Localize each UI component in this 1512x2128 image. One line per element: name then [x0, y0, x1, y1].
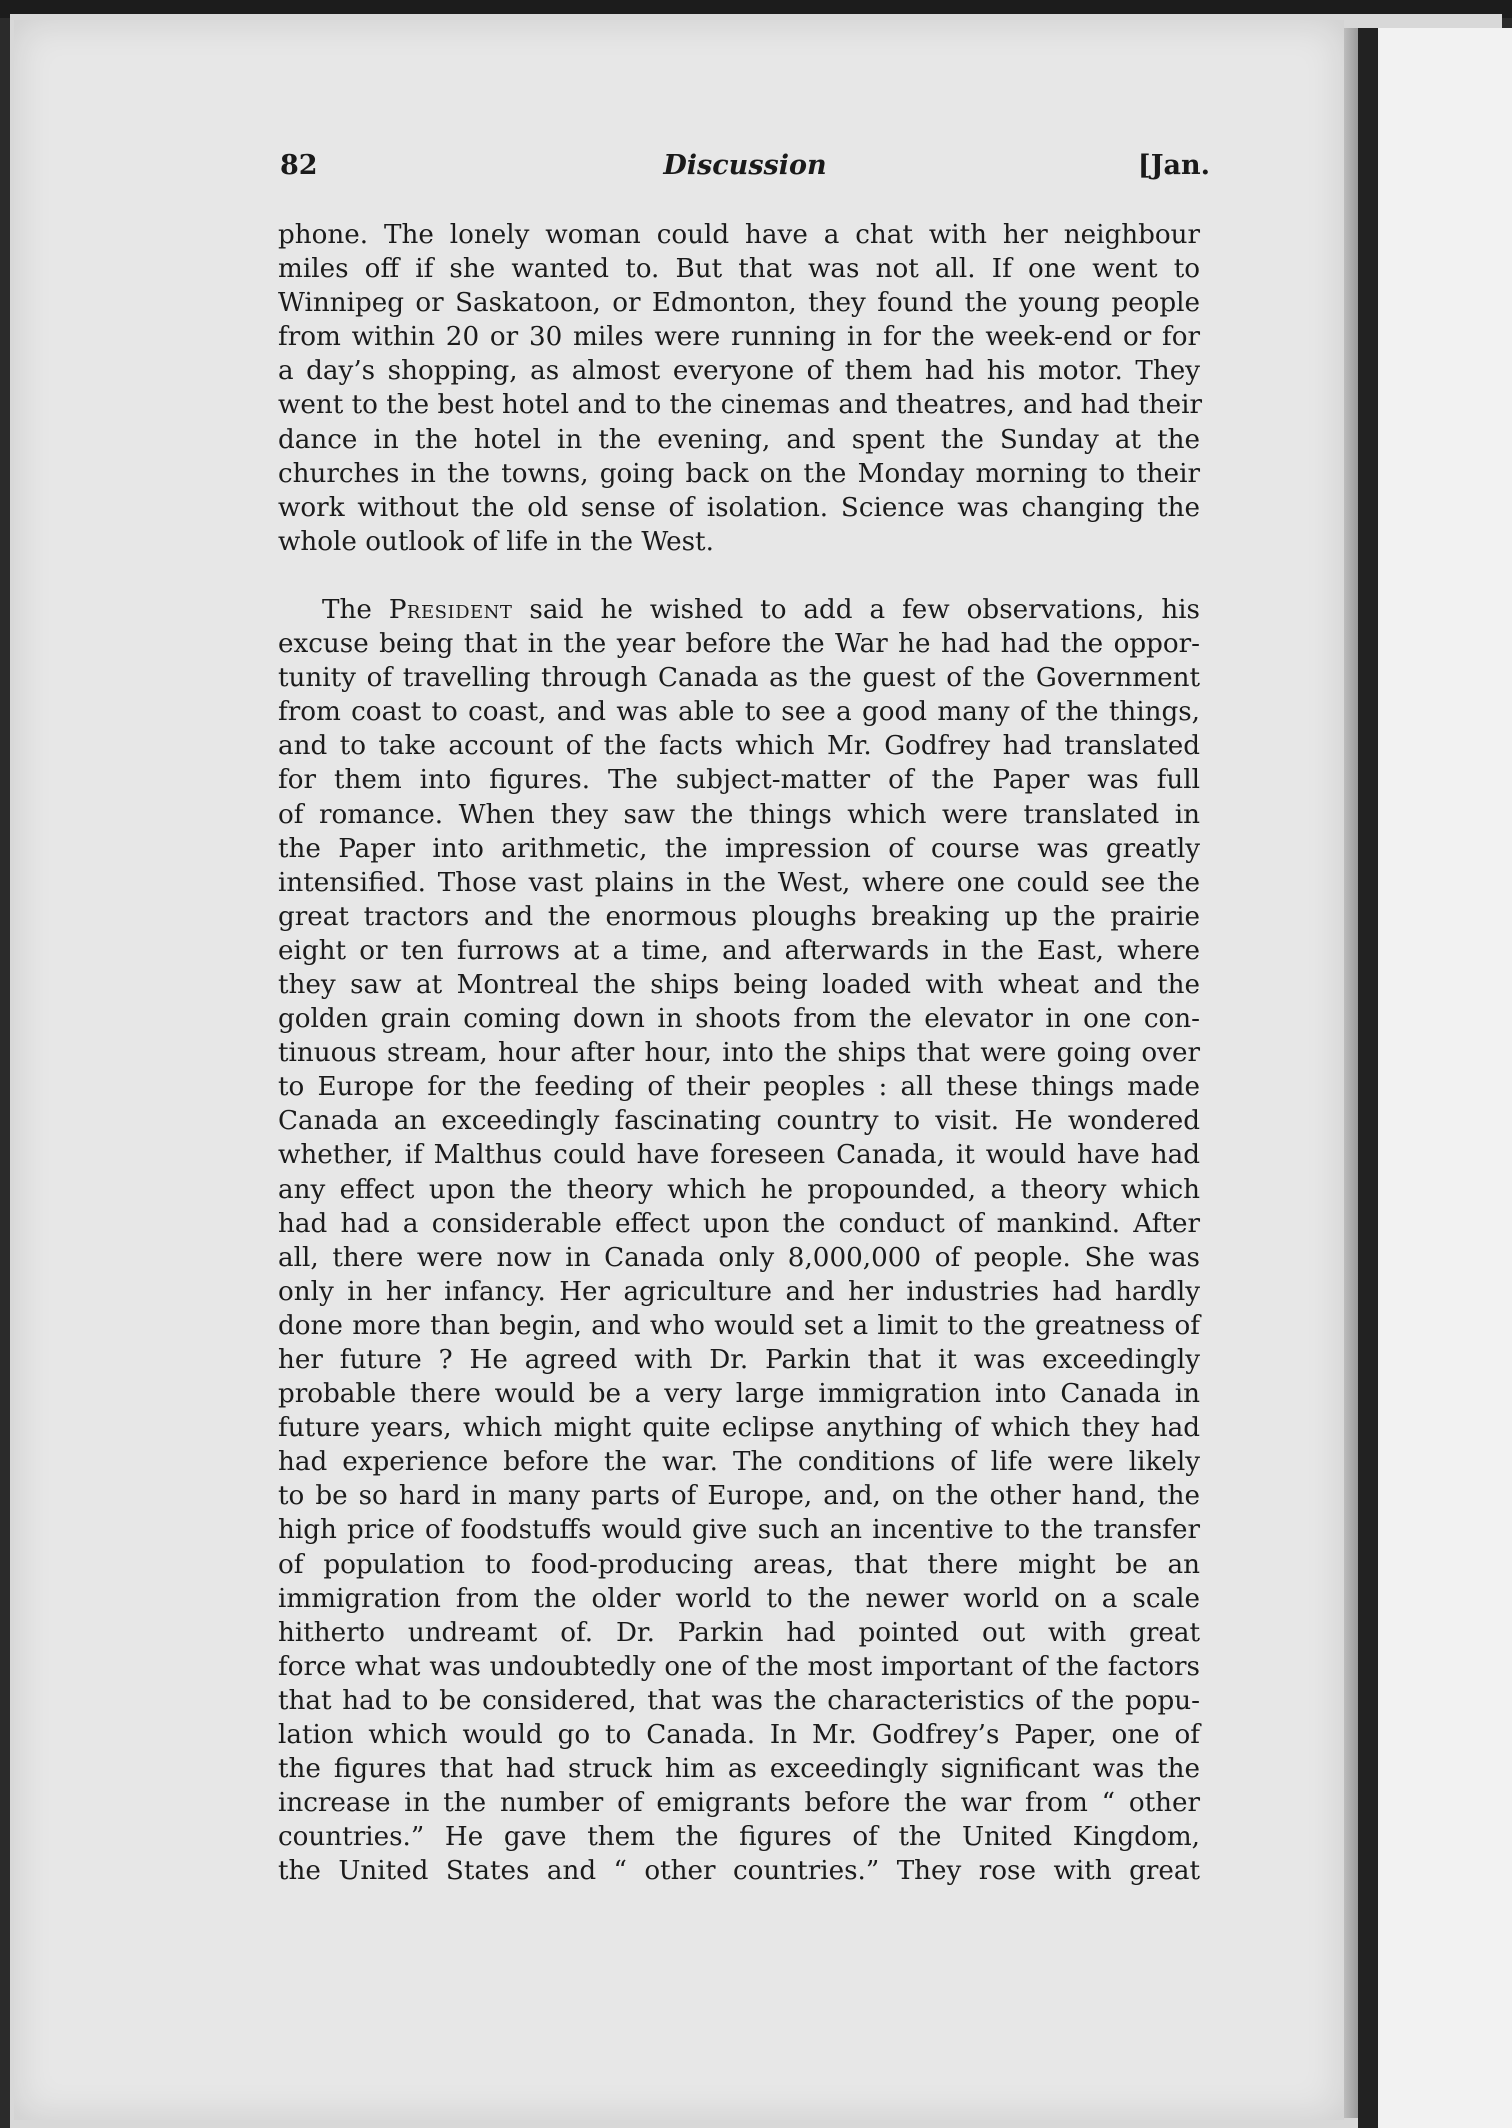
text-line: increase in the number of emigrants before the war from “ other [278, 1788, 1200, 1819]
text-line: of population to food-producing areas, that there might be an [278, 1549, 1200, 1580]
text-line: great tractors and the enormous ploughs breaking up the prairie [278, 901, 1200, 932]
text-line: force what was undoubtedly one of the most important of the factors [278, 1651, 1200, 1682]
text-line: phone. The lonely woman could have a chat with her neighbour [278, 220, 1200, 250]
text-line: that had to be considered, that was the characteristics of the popu- [278, 1685, 1200, 1716]
text-line: to be so hard in many parts of Europe, and, on the other hand, the [278, 1481, 1200, 1512]
text-line: of romance. When they saw the things which were translated in [278, 799, 1200, 830]
text-line: whether, if Malthus could have foreseen Canada, it would have had [278, 1140, 1200, 1171]
text-line: her future ? He agreed with Dr. Parkin that it was exceedingly [278, 1345, 1200, 1375]
body-text [278, 218, 1200, 1889]
page-edge-shadow [1344, 28, 1358, 2118]
text-line: eight or ten furrows at a time, and afterwards in the East, where [278, 935, 1200, 966]
text-line: done more than begin, and who would set a limit to the greatness of [278, 1310, 1200, 1341]
text-line: had experience before the war. The conditions of life were likely [278, 1447, 1200, 1478]
text-line: dance in the hotel in the evening, and spent the Sunday at the [278, 424, 1200, 455]
facing-page-edge [1378, 28, 1512, 2128]
text-line: the figures that had struck him as exceedingly significant was the [278, 1754, 1200, 1785]
text-line: whole outlook of life in the West. [278, 526, 714, 557]
text-line: excuse being that in the year before the War he had had the oppor- [278, 629, 1200, 660]
text-line: intensified. Those vast plains in the West, where one could see the [278, 867, 1200, 898]
paragraph-1 [278, 218, 1200, 559]
text-line: work without the old sense of isolation. Science was changing the [278, 492, 1200, 523]
text-fragment: The [322, 594, 372, 625]
text-line: from coast to coast, and was able to see a good many of the things, [278, 697, 1200, 728]
text-line: had had a considerable effect upon the conduct of mankind. After [278, 1208, 1200, 1239]
text-line: the United States and “ other countries.” They rose with great [278, 1856, 1200, 1887]
text-line: immigration from the older world to the newer world on a scale [278, 1583, 1200, 1614]
text-line-first [278, 593, 1200, 627]
speaker-name: President [388, 594, 513, 625]
text-line: tinuous stream, hour after hour, into the ships that were going over [278, 1038, 1200, 1069]
text-line: from within 20 or 30 miles were running in for the week-end or for [278, 322, 1200, 353]
text-line: tunity of travelling through Canada as the guest of the Government [278, 663, 1200, 694]
page-header [280, 150, 1210, 190]
page-number: 82 [280, 150, 318, 181]
paragraph-2 [278, 593, 1200, 1889]
text-line: for them into figures. The subject-matter of the Paper was full [278, 765, 1200, 796]
text-line: they saw at Montreal the ships being loaded with wheat and the [278, 969, 1200, 1000]
text-line: went to the best hotel and to the cinemas and theatres, and had their [278, 390, 1202, 421]
text-fragment: said he wished to add a few observations, his [529, 594, 1200, 625]
text-line: Winnipeg or Saskatoon, or Edmonton, they found the young people [278, 288, 1200, 319]
text-line: any effect upon the theory which he propounded, a theory which [278, 1174, 1200, 1205]
text-line: high price of foodstuffs would give such an incentive to the transfer [278, 1515, 1200, 1546]
text-line: lation which would go to Canada. In Mr. Godfrey’s Paper, one of [278, 1720, 1200, 1751]
text-line: only in her infancy. Her agriculture and her industries had hardly [278, 1276, 1200, 1307]
text-line: a day’s shopping, as almost everyone of them had his motor. They [278, 356, 1200, 387]
text-line: probable there would be a very large immigration into Canada in [278, 1379, 1200, 1410]
text-line: churches in the towns, going back on the Monday morning to their [278, 458, 1200, 489]
text-line: to Europe for the feeding of their peoples : all these things made [278, 1072, 1200, 1103]
running-title: Discussion [663, 150, 827, 181]
text-line: hitherto undreamt of. Dr. Parkin had pointed out with great [278, 1617, 1200, 1648]
text-line: Canada an exceedingly fascinating country to visit. He wondered [278, 1106, 1200, 1137]
text-line: countries.” He gave them the figures of the United Kingdom, [278, 1822, 1200, 1853]
text-line: golden grain coming down in shoots from the elevator in one con- [278, 1004, 1200, 1035]
text-line: and to take account of the facts which Mr. Godfrey had translated [278, 731, 1200, 762]
text-line: all, there were now in Canada only 8,000,000 of people. She was [278, 1242, 1200, 1273]
text-line: the Paper into arithmetic, the impression of course was greatly [278, 833, 1200, 864]
running-date: [Jan. [1137, 150, 1210, 181]
text-line: miles off if she wanted to. But that was not all. If one went to [278, 254, 1200, 285]
text-line: future years, which might quite eclipse anything of which they had [278, 1413, 1200, 1444]
